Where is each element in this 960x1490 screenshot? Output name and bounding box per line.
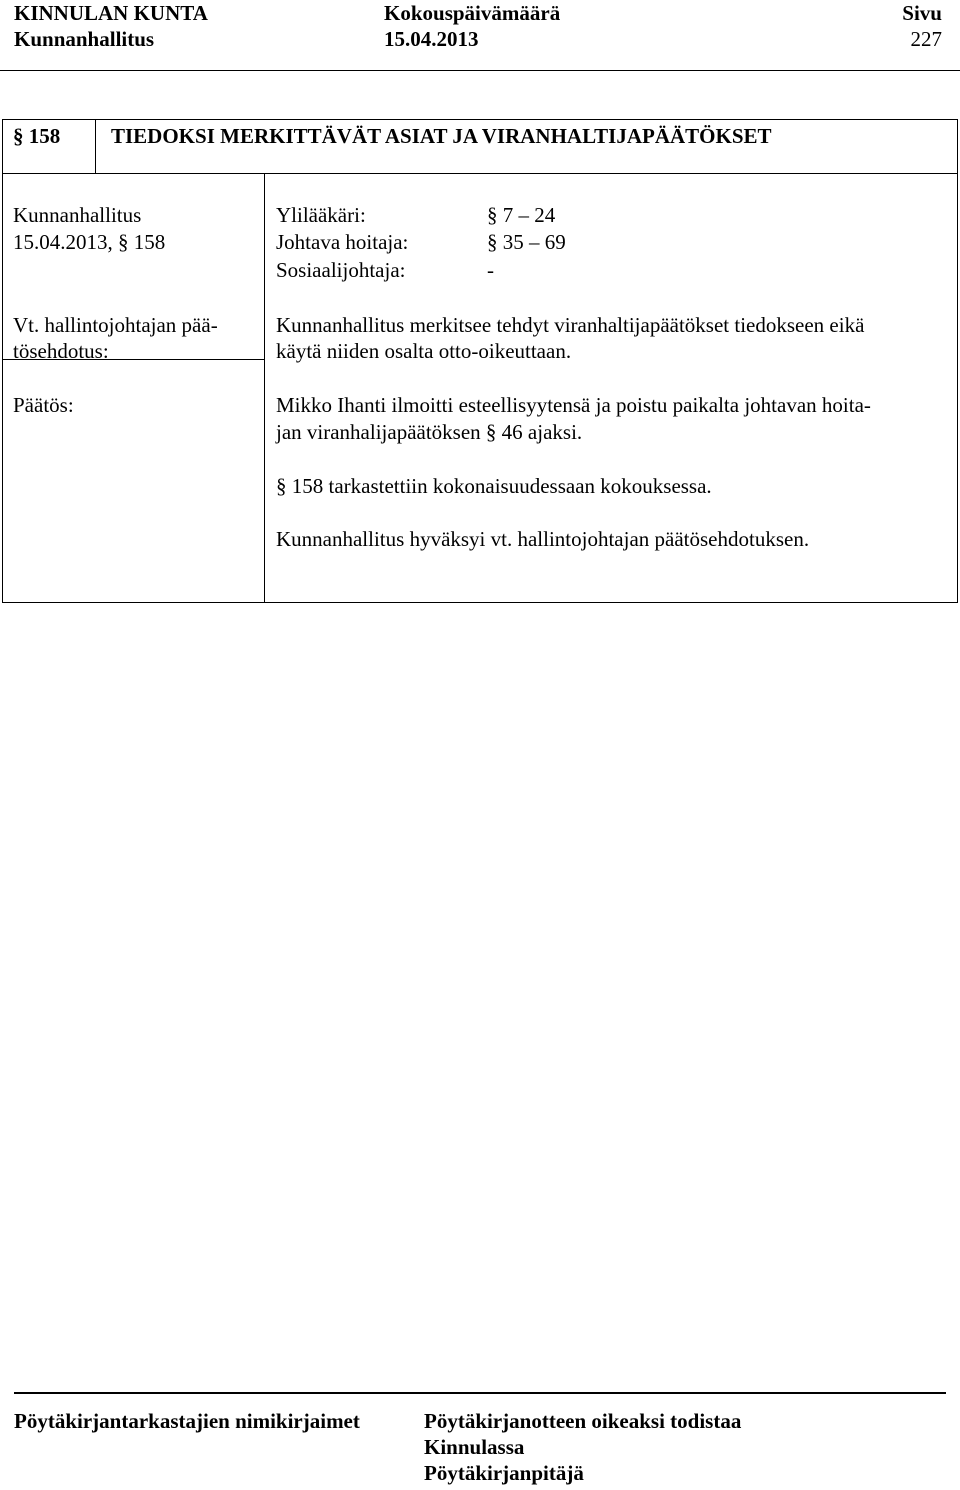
reference-date: 15.04.2013, § 158 [13, 230, 166, 254]
page-number: 227 [910, 27, 942, 51]
decision-p2: § 158 tarkastettiin kokonaisuudessaan kokouksessa. [276, 474, 712, 498]
minutes-section [2, 119, 958, 603]
decision-p3: Kunnanhallitus hyväksyi vt. hallintojohtajan päätösehdotuksen. [276, 527, 810, 551]
proposal-line1: Kunnanhallitus merkitsee tehdyt viranhaltijapäätökset tiedokseen eikä [276, 313, 865, 337]
decision-heading: Päätös: [13, 393, 74, 417]
footer-initials-label: Pöytäkirjantarkastajien nimikirjaimet [14, 1409, 360, 1433]
org-name: KINNULAN KUNTA [14, 1, 208, 25]
reference-body: Kunnanhallitus [13, 203, 142, 227]
item-value-2: § 35 – 69 [487, 230, 566, 254]
meeting-date-label: Kokouspäivämäärä [384, 1, 561, 25]
proposal-heading-line2: tösehdotus: [13, 339, 109, 363]
page-header [0, 0, 960, 71]
decision-p1-line2: jan viranhalijapäätöksen § 46 ajaksi. [276, 420, 583, 444]
item-value-3: - [487, 258, 494, 282]
footer-secretary-label: Pöytäkirjanpitäjä [424, 1461, 584, 1485]
item-value-1: § 7 – 24 [487, 203, 556, 227]
proposal-heading-line1: Vt. hallintojohtajan pää- [13, 313, 218, 337]
footer-certify-label: Pöytäkirjanotteen oikeaksi todistaa [424, 1409, 742, 1433]
decision-p1-line1: Mikko Ihanti ilmoitti esteellisyytensä ja poistu paikalta johtavan hoita- [276, 393, 871, 417]
section-title: TIEDOKSI MERKITTÄVÄT ASIAT JA VIRANHALTIJAPÄÄTÖKSET [111, 124, 772, 148]
section-number: § 158 [13, 124, 61, 148]
section-number-cell [3, 120, 96, 173]
footer-place: Kinnulassa [424, 1435, 525, 1459]
body-name: Kunnanhallitus [14, 27, 155, 51]
item-label-1: Ylilääkäri: [276, 203, 366, 227]
left-column [3, 174, 265, 602]
item-label-3: Sosiaalijohtaja: [276, 258, 406, 282]
footer-rule [14, 1392, 946, 1394]
proposal-line2: käytä niiden osalta otto-oikeuttaan. [276, 339, 572, 363]
meeting-date: 15.04.2013 [384, 27, 479, 51]
section-title-bar [3, 120, 957, 174]
item-label-2: Johtava hoitaja: [276, 230, 409, 254]
page-label: Sivu [902, 1, 942, 25]
